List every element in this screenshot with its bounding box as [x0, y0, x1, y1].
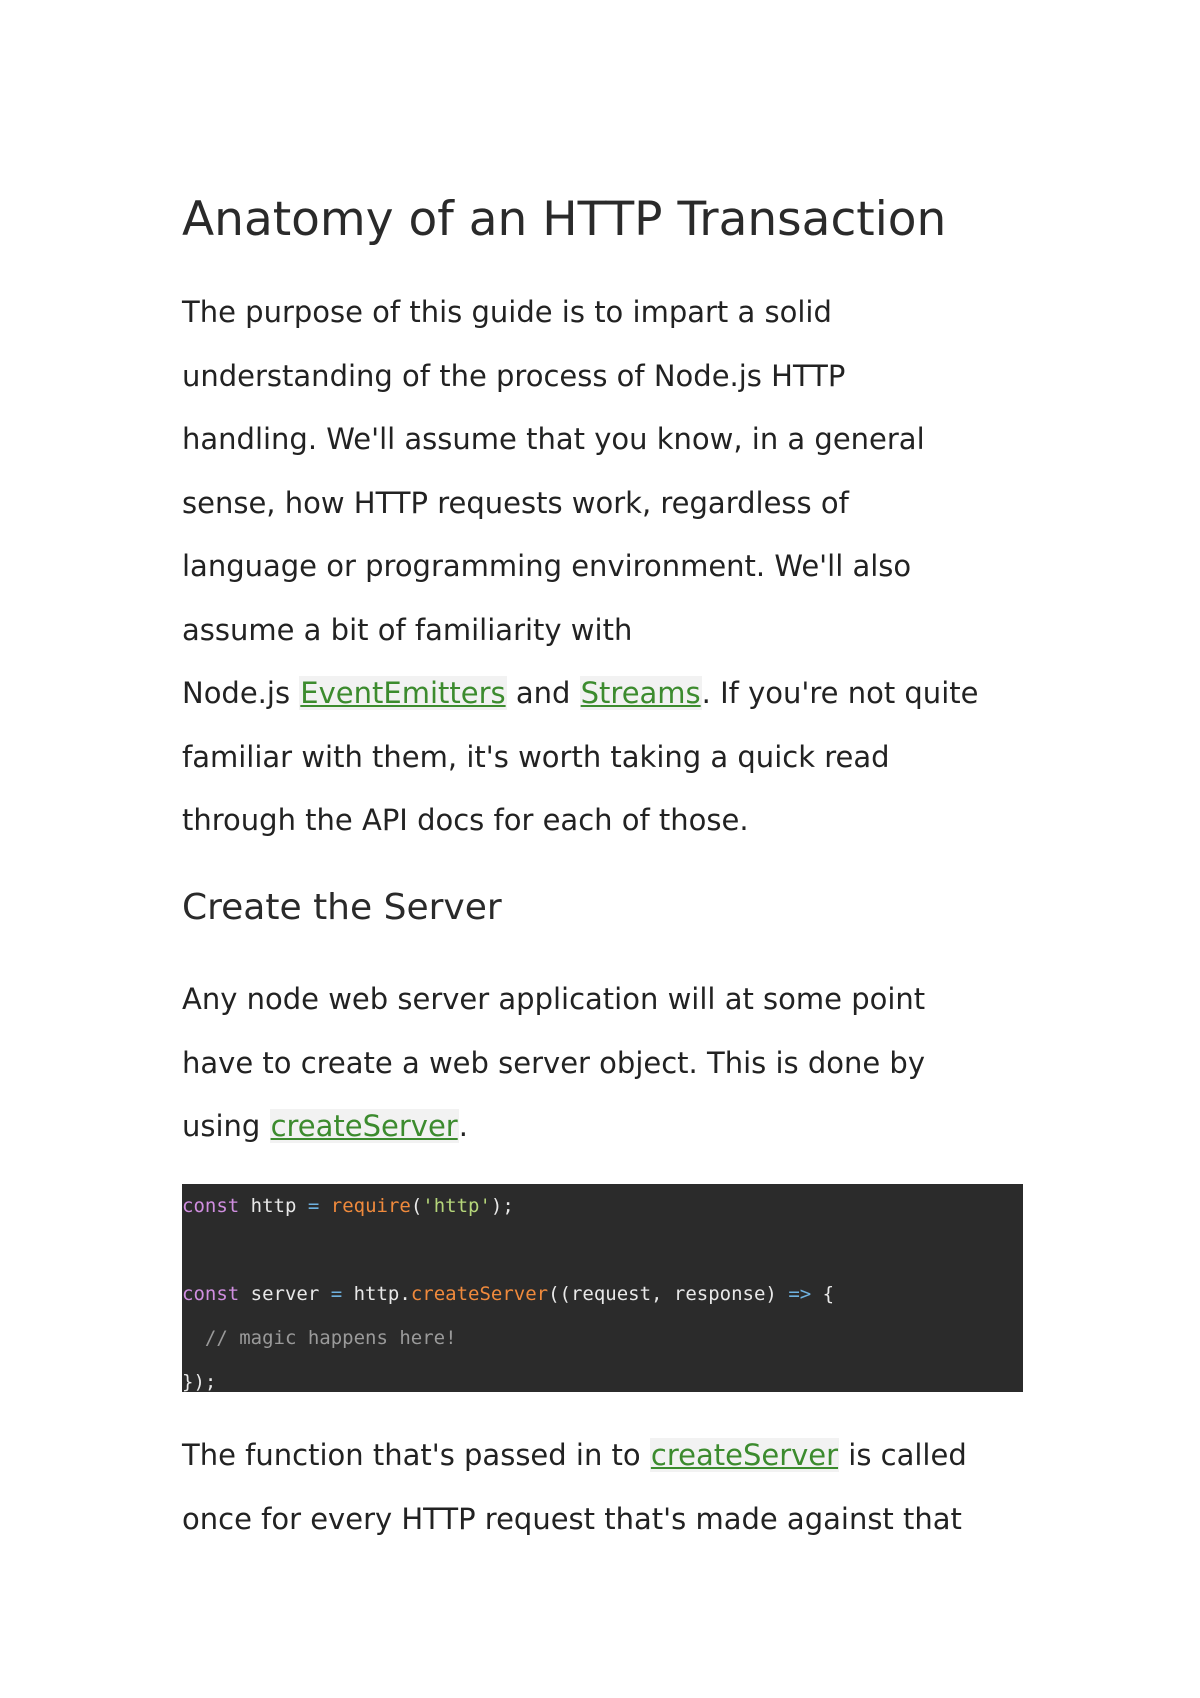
eventemitters-link[interactable]: EventEmitters — [300, 676, 506, 710]
intro-line: through the API docs for each of those. — [182, 803, 749, 837]
intro-line: sense, how HTTP requests work, regardless of — [182, 485, 849, 520]
code-operator: = — [307, 1195, 320, 1217]
paragraph-text: using — [182, 1109, 270, 1143]
code-text — [319, 1195, 330, 1217]
code-keyword: const — [182, 1283, 240, 1305]
streams-link[interactable]: Streams — [580, 676, 701, 710]
code-text: server — [239, 1283, 331, 1305]
after-code-paragraph — [182, 1424, 1032, 1551]
page-title: Anatomy of an HTTP Transaction — [182, 192, 947, 247]
paragraph-text: is called — [839, 1438, 967, 1472]
code-text: http. — [342, 1283, 411, 1305]
paragraph-line: have to create a web server object. This is done by — [182, 1045, 925, 1080]
intro-text: Node.js — [182, 676, 300, 710]
code-block — [182, 1184, 1023, 1392]
code-text: ( — [410, 1195, 423, 1217]
code-text: ); — [490, 1195, 514, 1217]
code-function: require — [330, 1195, 411, 1217]
paragraph-text: The function that's passed in to — [182, 1438, 650, 1472]
createserver-link[interactable]: createServer — [270, 1109, 458, 1143]
create-server-paragraph — [182, 968, 1032, 1159]
code-string: 'http' — [422, 1195, 491, 1217]
code-line-3 — [182, 1272, 1023, 1316]
paragraph-text: . — [458, 1109, 468, 1143]
code-line-5: }); — [182, 1371, 217, 1392]
code-text: { — [811, 1283, 835, 1305]
code-function: createServer — [410, 1283, 549, 1305]
code-text: ((request, response) — [548, 1283, 789, 1305]
paragraph-line: Any node web server application will at some point — [182, 982, 926, 1016]
code-operator: = — [330, 1283, 343, 1305]
intro-line: familiar with them, it's worth taking a quick read — [182, 739, 890, 774]
intro-line: handling. We'll assume that you know, in a general — [182, 422, 925, 456]
intro-line: assume a bit of familiarity with — [182, 612, 633, 647]
intro-line: understanding of the process of Node.js HTTP — [182, 358, 846, 393]
code-operator: => — [788, 1283, 812, 1305]
intro-paragraph — [182, 281, 1032, 853]
intro-text: and — [506, 676, 580, 710]
section-heading-create-server: Create the Server — [182, 887, 502, 928]
code-line-2 — [182, 1228, 1023, 1272]
intro-line: language or programming environment. We'll also — [182, 549, 912, 583]
paragraph-line: once for every HTTP request that's made against that — [182, 1501, 962, 1536]
intro-text: . If you're not quite — [701, 676, 979, 710]
intro-line: The purpose of this guide is to impart a solid — [182, 295, 832, 329]
code-keyword: const — [182, 1195, 240, 1217]
code-text: http — [239, 1195, 308, 1217]
code-line-4: // magic happens here! — [182, 1327, 457, 1349]
createserver-link[interactable]: createServer — [650, 1438, 839, 1472]
code-line-1 — [182, 1184, 1023, 1228]
